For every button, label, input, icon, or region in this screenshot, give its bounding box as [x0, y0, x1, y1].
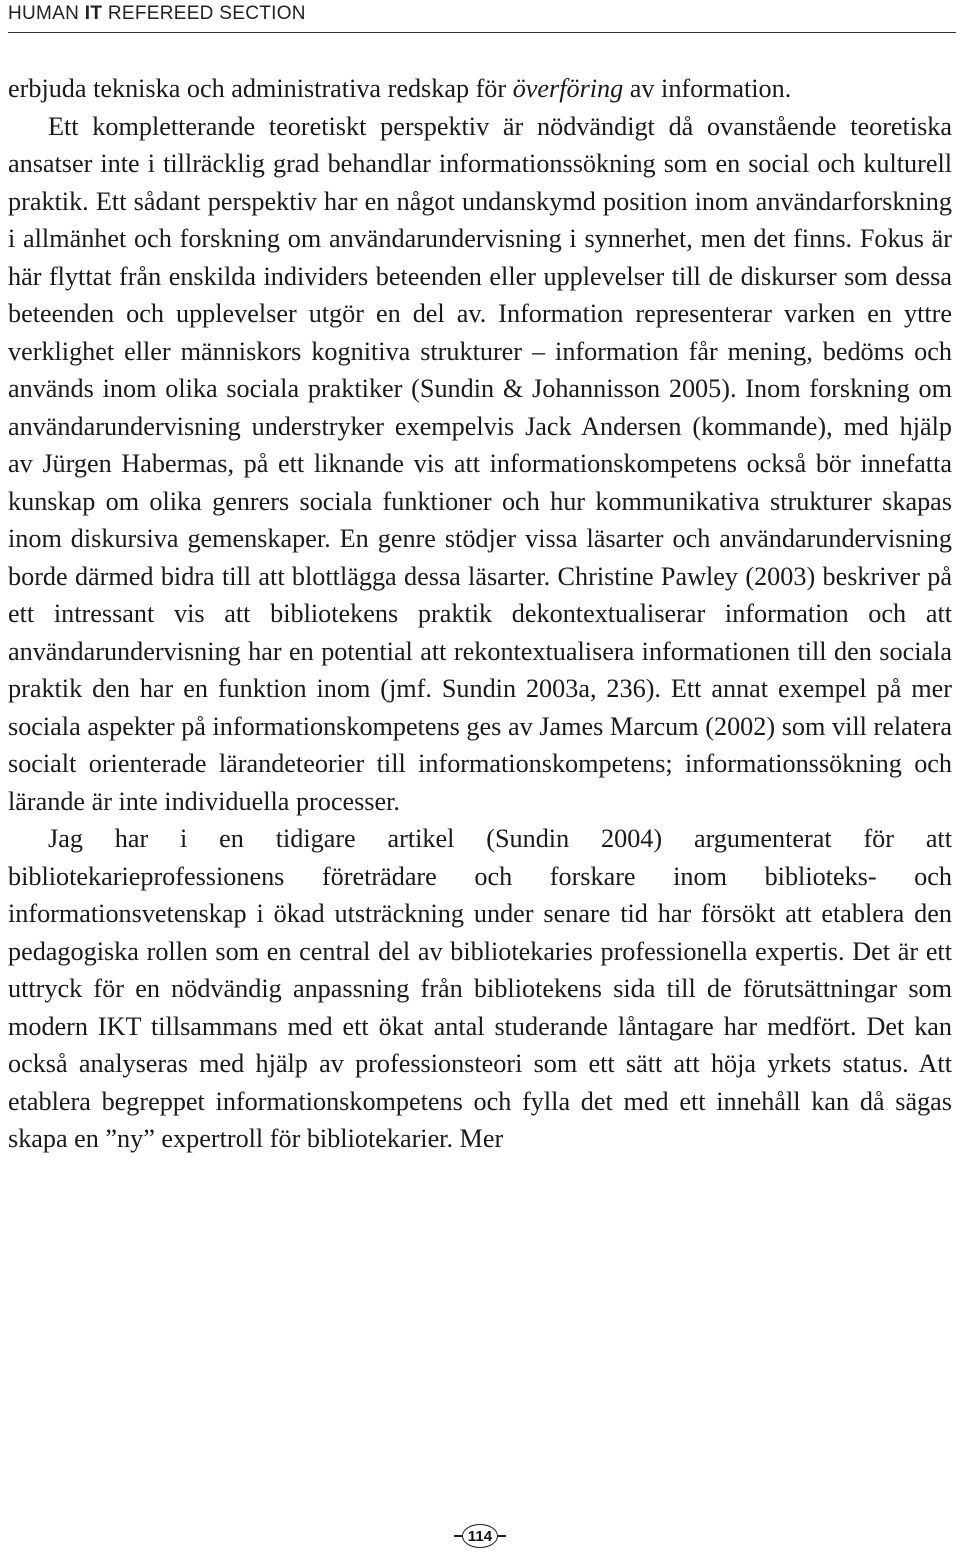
header-it: IT	[84, 3, 103, 24]
paragraph-1	[8, 70, 952, 108]
header-human: HUMAN	[8, 3, 85, 24]
running-header	[8, 0, 956, 33]
page-number-ornament	[454, 1524, 506, 1548]
paragraph-1-post: av information.	[623, 74, 792, 103]
page-number-rule-left	[454, 1535, 462, 1537]
paragraph-1-pre: erbjuda tekniska och administrativa redskap för	[8, 74, 513, 103]
page-footer	[0, 1521, 960, 1551]
paragraph-2: Ett kompletterande teoretiskt perspektiv är nödvändigt då ovanstående teoretiska ansatser inte i tillräcklig grad behandlar informationssökning som en social och kulturell praktik. Ett sådant perspektiv har en något undanskymd position inom användarforskning i allmänhet och forskning om användarundervisning i synnerhet, men det finns. Fokus är här flyttat från enskilda individers beteenden eller upplevelser till de diskurser som dessa beteenden och upplevelser utgör en del av. Information representerar varken en yttre verklighet eller människors kognitiva strukturer – information får mening, bedöms och används inom olika sociala praktiker (Sundin & Johannisson 2005). Inom forskning om användarundervisning understryker exempelvis Jack Andersen (kommande), med hjälp av Jürgen Habermas, på ett liknande vis att informationskompetens också bör innefatta kunskap om olika genrers sociala funktioner och hur kommunikativa strukturer skapas inom diskursiva gemenskaper. En genre stödjer vissa läsarter och användarundervisning borde därmed bidra till att blottlägga dessa läsarter. Christine Pawley (2003) beskriver på ett intressant vis att bibliotekens praktik dekontextualiserar information och att användarundervisning har en potential att rekontextualisera informationen till den sociala praktik den har en funktion inom (jmf. Sundin 2003a, 236). Ett annat exempel på mer sociala aspekter på informationskompetens ges av James Marcum (2002) som vill relatera socialt orienterade lärandeteorier till informationskompetens; informationssökning och lärande är inte individuella processer.	[8, 111, 952, 816]
article-body	[8, 70, 952, 1158]
paragraph-3: Jag har i en tidigare artikel (Sundin 2004) argumenterat för att bibliotekarieprofessionens företrädare och forskare inom biblioteks- och informationsvetenskap i ökad utsträckning under senare tid har försökt att etablera den pedagogiska rollen som en central del av bibliotekaries professionella expertis. Det är ett uttryck för en nödvändig anpassning från bibliotekens sida till de förutsättningar som modern IKT tillsammans med ett ökat antal studerande låntagare har medfört. Det kan också analyseras med hjälp av professionsteori som ett sätt att höja yrkets status. Att etablera begreppet informationskompetens och fylla det med ett innehåll kan då sägas skapa en ”ny” expertroll för bibliotekarier. Mer	[8, 824, 952, 1153]
page-number: 114	[462, 1524, 498, 1548]
page-number-rule-right	[498, 1535, 506, 1537]
header-section: REFEREED SECTION	[102, 3, 306, 24]
paragraph-1-emphasis: överföring	[512, 74, 624, 103]
